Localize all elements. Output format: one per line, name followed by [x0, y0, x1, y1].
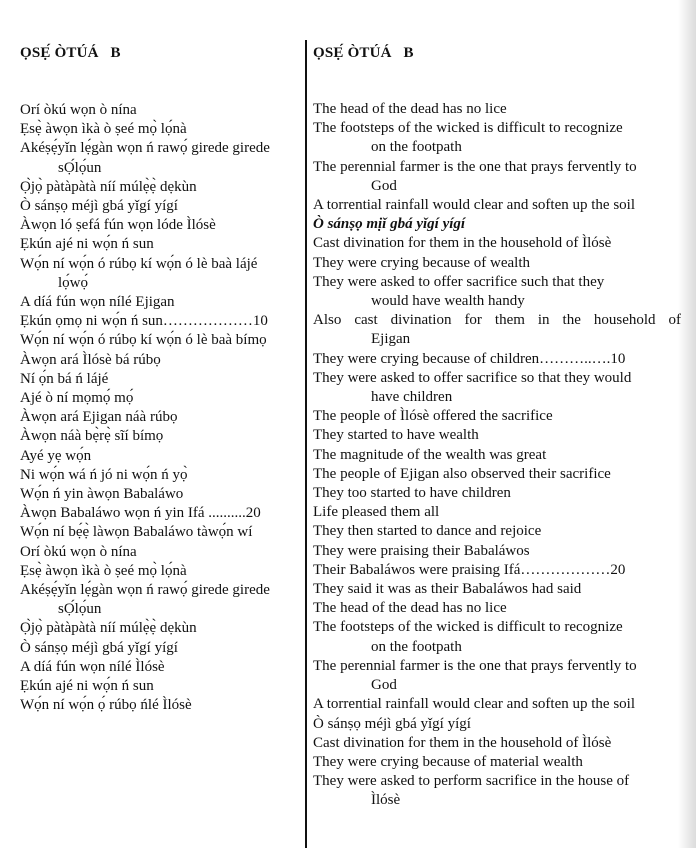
yoruba-verse-line: Ẹkún ajé ni wọ́n ń sun [20, 678, 154, 695]
english-verse-line: The head of the dead has no lice [313, 101, 507, 117]
yoruba-verse-line: Àwọn Babaláwo wọn ń yin Ifá ..........20 [20, 505, 261, 522]
english-verse-line: Ò sánṣọ mịǐ gbá yǐgí yígí [313, 216, 466, 233]
english-verse-line: God [371, 177, 397, 194]
english-verse-lines [313, 100, 681, 811]
english-verse-line: Also cast divination for them in the household of [313, 312, 681, 329]
english-verse-line: They were asked to perform sacrifice in the house of [313, 773, 630, 790]
yoruba-verse-line: Ẹsẹ̀ àwọn ìkà ò ṣeé mọ̀ lọ́nà [20, 562, 187, 579]
yoruba-verse-line: Ẹsẹ̀ àwọn ìkà ò ṣeé mọ̀ lọ́nà [20, 121, 187, 138]
yoruba-verse-line: A díá fún wọn nílé Ìlósè [20, 658, 165, 675]
english-verse-line: The head of the dead has no lice [313, 600, 507, 617]
yoruba-verse-line: lọ́wọ́ [58, 274, 88, 291]
english-verse-line: Cast divination for them in the household of Ìlósè [313, 734, 612, 751]
english-verse-line: The perennial farmer is the one that prays fervently to [313, 657, 637, 674]
yoruba-verse-line: Orí òkú wọn ò nína [20, 543, 137, 560]
english-verse-line: They too started to have children [313, 485, 511, 502]
english-verse-line: They then started to dance and rejoice [313, 523, 542, 540]
english-verse-line: Ò sánṣọ méjì gbá yǐgí yígí [313, 715, 471, 732]
yoruba-verse-line: Ni wọ́n wá ń jó ni wọ́n ń yọ̀ [20, 466, 188, 483]
yoruba-verse-line: Akéṣẹ́yǐn lẹ́gàn wọn ń rawọ́ girede girede [20, 582, 270, 599]
yoruba-verse-line: Wọ́n ní wọ́n ó rúbọ kí wọ́n ó lè baà lájé [20, 255, 258, 272]
english-verse-line: The people of Ejigan also observed their sacrifice [313, 465, 611, 482]
yoruba-verse-line: Ò sánṣọ méjì gbá yǐgí yígí [20, 639, 178, 656]
english-verse-line: They said it was as their Babaláwos had said [313, 581, 582, 598]
yoruba-verse-line: Wọ́n ní wọ́n ọ́ rúbọ ńlé Ìlósè [20, 697, 192, 714]
english-verse-line: They started to have wealth [313, 427, 479, 444]
english-verse-line: have children [371, 389, 453, 406]
english-verse-line: They were crying because of material wealth [313, 753, 583, 770]
english-verse-line: Cast divination for them in the household of Ìlósè [313, 235, 612, 252]
english-verse-line: on the footpath [371, 139, 462, 156]
yoruba-verse-line: Ní ọ́n bá ń lájé [20, 370, 109, 387]
english-verse-line: They were asked to offer sacrifice so that they would [313, 369, 632, 386]
yoruba-verse-line: Ajé ò ní mọmọ́ mọ́ [20, 390, 134, 407]
english-verse-line: Their Babaláwos were praising Ifá………………20 [313, 561, 626, 578]
english-verse-line: The people of Ìlósè offered the sacrifice [313, 408, 553, 425]
yoruba-verse-line: Àwọn náà bẹ̀rẹ̀ sĩí bímọ [20, 428, 164, 445]
yoruba-verse-line: Orí òkú wọn ò nína [20, 102, 137, 118]
english-verse-line: God [371, 677, 397, 694]
english-verse-line: A torrential rainfall would clear and soften up the soil [313, 696, 635, 713]
english-column-heading: ỌSẸ́ ÒTÚÁ B [313, 45, 414, 61]
yoruba-verse-line: Ayé yẹ wọ́n [20, 447, 92, 464]
english-verse-line: on the footpath [371, 638, 462, 655]
yoruba-verse-line: Àwọn ló ṣefá fún wọn lóde Ìlósè [20, 217, 216, 234]
english-verse-line: They were crying because of wealth [313, 254, 530, 271]
yoruba-verse-line: Ọ̀jọ̀ pàtàpàtà níí múlẹ̀ẹ̀ dẹkùn [20, 178, 197, 195]
english-verse-line: Ejigan [371, 331, 411, 348]
yoruba-verse-line: Akéṣẹ́yǐn lẹ́gàn wọn ń rawọ́ girede girede [20, 140, 270, 157]
yoruba-verse-line: Àwọn ará Ìlósè bá rúbọ [20, 351, 161, 368]
english-verse-line: The perennial farmer is the one that prays fervently to [313, 158, 637, 175]
yoruba-verse-line: Wọ́n ń yin àwọn Babaláwo [20, 486, 184, 503]
english-verse-line: Ìlósè [371, 792, 401, 809]
yoruba-verse-line: Ọ̀jọ̀ pàtàpàtà níí múlẹ̀ẹ̀ dẹkùn [20, 620, 197, 637]
english-verse-line: A torrential rainfall would clear and soften up the soil [313, 197, 635, 214]
english-verse-line: would have wealth handy [371, 293, 525, 310]
yoruba-verse-lines [20, 101, 300, 716]
english-verse-line: The magnitude of the wealth was great [313, 446, 547, 463]
yoruba-verse-line: sỌ́lọ́un [58, 159, 102, 176]
yoruba-verse-line: A díá fún wọn nílé Ejigan [20, 294, 175, 311]
english-verse-line: They were crying because of children………..….10 [313, 350, 626, 367]
yoruba-column-heading: ỌSẸ́ ÒTÚÁ B [20, 45, 121, 61]
column-divider [305, 40, 307, 848]
english-verse-line: The footsteps of the wicked is difficult to recognize [313, 619, 623, 636]
english-verse-line: They were praising their Babaláwos [313, 542, 530, 559]
english-verse-line: Life pleased them all [313, 504, 440, 521]
yoruba-verse-line: Ò sánṣọ méjì gbá yǐgí yígí [20, 198, 178, 215]
yoruba-verse-line: sỌ́lọ́un [58, 601, 102, 618]
yoruba-verse-line: Wọ́n ní wọ́n ó rúbọ kí wọ́n ó lè baà bímọ [20, 332, 267, 349]
yoruba-verse-line: Àwọn ará Ejigan náà rúbọ [20, 409, 178, 426]
yoruba-verse-line: Ẹkún ọmọ ni wọ́n ń sun………………10 [20, 313, 268, 330]
english-verse-line: The footsteps of the wicked is difficult to recognize [313, 120, 623, 137]
yoruba-verse-line: Wọ́n ní bẹ́ẹ̀ làwọn Babaláwo tàwọ́n wí [20, 524, 253, 541]
yoruba-verse-line: Ẹkún ajé ni wọ́n ń sun [20, 236, 154, 253]
english-verse-line: They were asked to offer sacrifice such that they [313, 273, 605, 290]
